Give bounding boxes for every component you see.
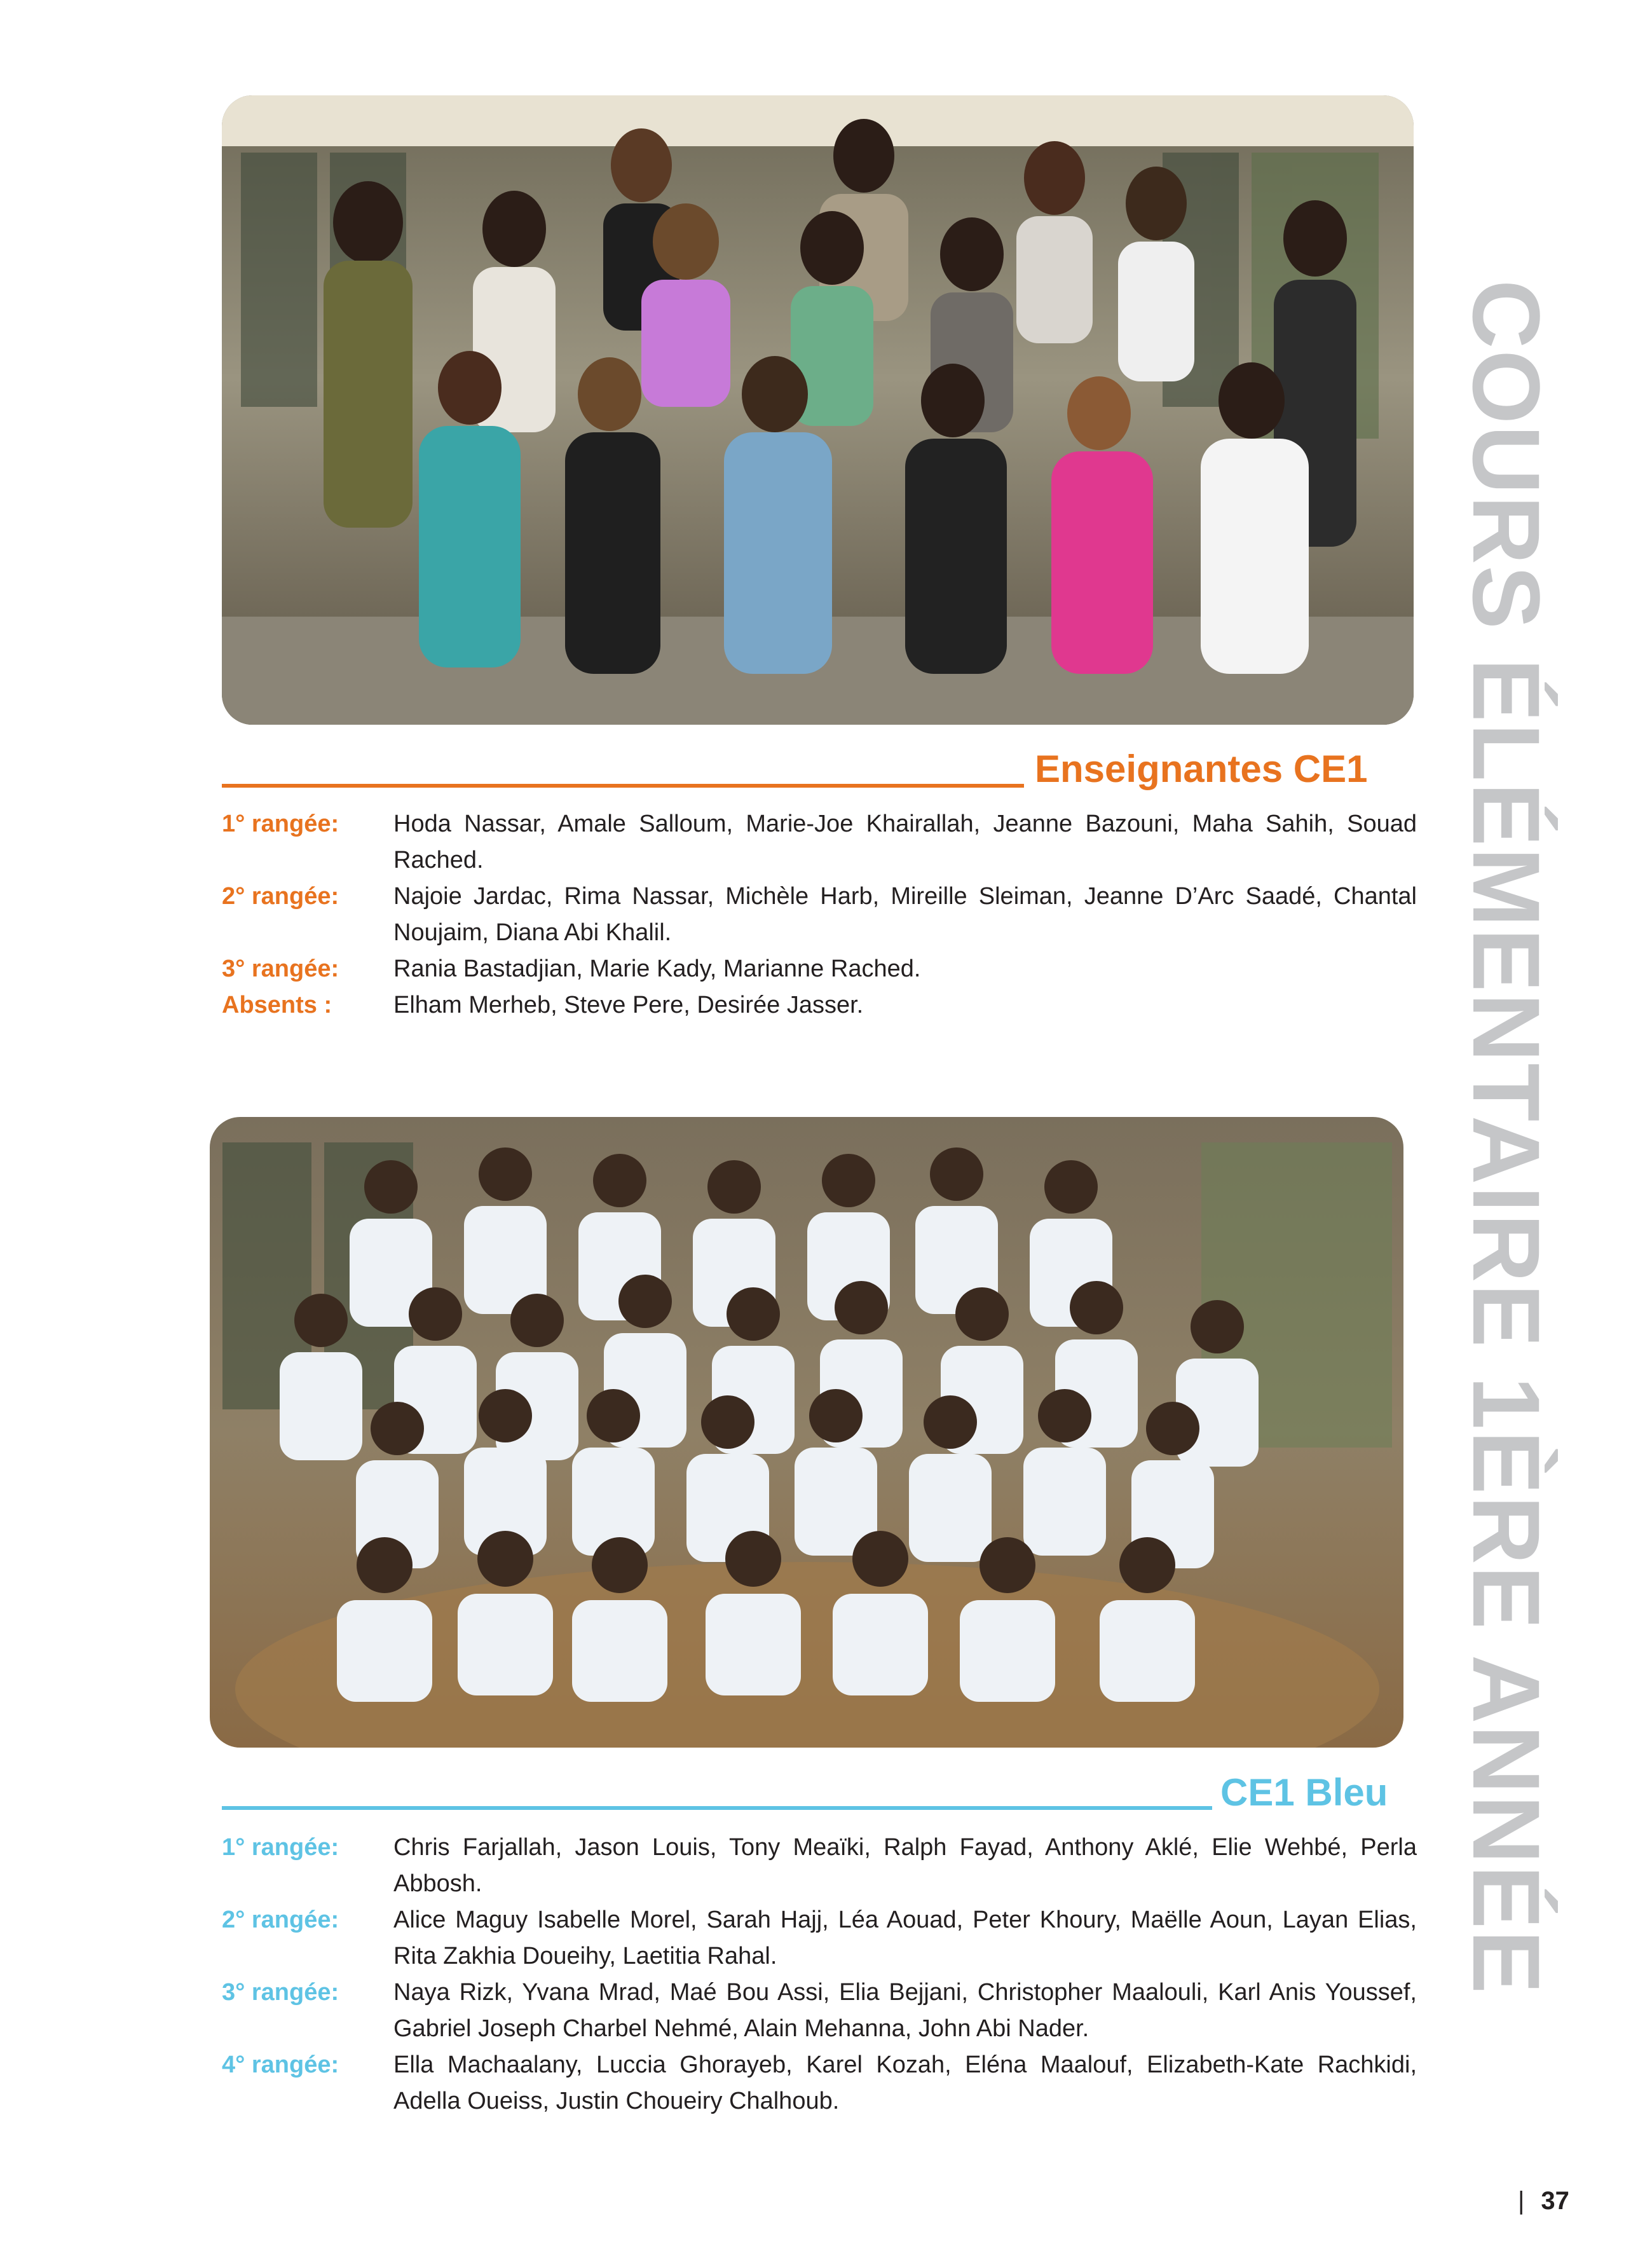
page-number — [1518, 2187, 1569, 2215]
section-title-teachers: Enseignantes CE1 — [1035, 748, 1368, 790]
side-vertical-title: COURS ÉLÉMENTAIRE 1ÈRE ANNÉE — [1453, 280, 1560, 1995]
page-number-value: 37 — [1541, 2187, 1569, 2215]
class-rows — [222, 1830, 1417, 2119]
row-label: 3° rangée: — [222, 955, 339, 982]
row-names: Ella Machaalany, Luccia Ghorayeb, Karel Kozah, Eléna Maalouf, Elizabeth-Kate Rachkidi, Adella Oueiss, Justin Choueiry Chalhoub. — [393, 2051, 1417, 2114]
class-row-3 — [222, 1975, 1417, 2047]
section-rule-class — [222, 1806, 1212, 1810]
row-names: Rania Bastadjian, Marie Kady, Marianne Rached. — [393, 955, 921, 982]
row-label: 1° rangée: — [222, 1834, 339, 1861]
row-names: Alice Maguy Isabelle Morel, Sarah Hajj, Léa Aouad, Peter Khoury, Maëlle Aoun, Layan Elias, Rita Zakhia Doueihy, Laetitia Rahal. — [393, 1907, 1417, 1969]
row-label: 2° rangée: — [222, 1907, 339, 1933]
section-title-class: CE1 Bleu — [1220, 1771, 1388, 1814]
row-label: 1° rangée: — [222, 811, 339, 837]
row-names: Chris Farjallah, Jason Louis, Tony Meaïki, Ralph Fayad, Anthony Aklé, Elie Wehbé, Perla Abbosh. — [393, 1834, 1417, 1897]
class-row-2 — [222, 1902, 1417, 1975]
row-label: Absents : — [222, 992, 332, 1018]
teachers-rows — [222, 806, 1417, 1024]
teachers-row-2 — [222, 879, 1417, 951]
teachers-photo-illustration — [222, 95, 1414, 725]
row-names: Naya Rizk, Yvana Mrad, Maé Bou Assi, Elia Bejjani, Christopher Maalouli, Karl Anis Youssef, Gabriel Joseph Charbel Nehmé, Alain Mehanna, John Abi Nader. — [393, 1979, 1417, 2042]
class-group-photo — [210, 1117, 1403, 1748]
section-rule-teachers — [222, 784, 1024, 788]
teachers-group-photo — [222, 95, 1414, 725]
row-label: 2° rangée: — [222, 883, 339, 910]
class-photo-illustration — [210, 1117, 1403, 1748]
row-label: 4° rangée: — [222, 2051, 339, 2078]
row-label: 3° rangée: — [222, 1979, 339, 2006]
row-names: Najoie Jardac, Rima Nassar, Michèle Harb, Mireille Sleiman, Jeanne D’Arc Saadé, Chantal Noujaim, Diana Abi Khalil. — [393, 883, 1417, 946]
row-names: Elham Merheb, Steve Pere, Desirée Jasser. — [393, 992, 864, 1018]
teachers-row-3 — [222, 951, 1417, 987]
teachers-row-1 — [222, 806, 1417, 879]
teachers-row-absents — [222, 987, 1417, 1024]
class-row-1 — [222, 1830, 1417, 1902]
row-names: Hoda Nassar, Amale Salloum, Marie-Joe Khairallah, Jeanne Bazouni, Maha Sahih, Souad Rached. — [393, 811, 1417, 873]
class-row-4 — [222, 2047, 1417, 2119]
page-number-separator: | — [1518, 2187, 1525, 2215]
